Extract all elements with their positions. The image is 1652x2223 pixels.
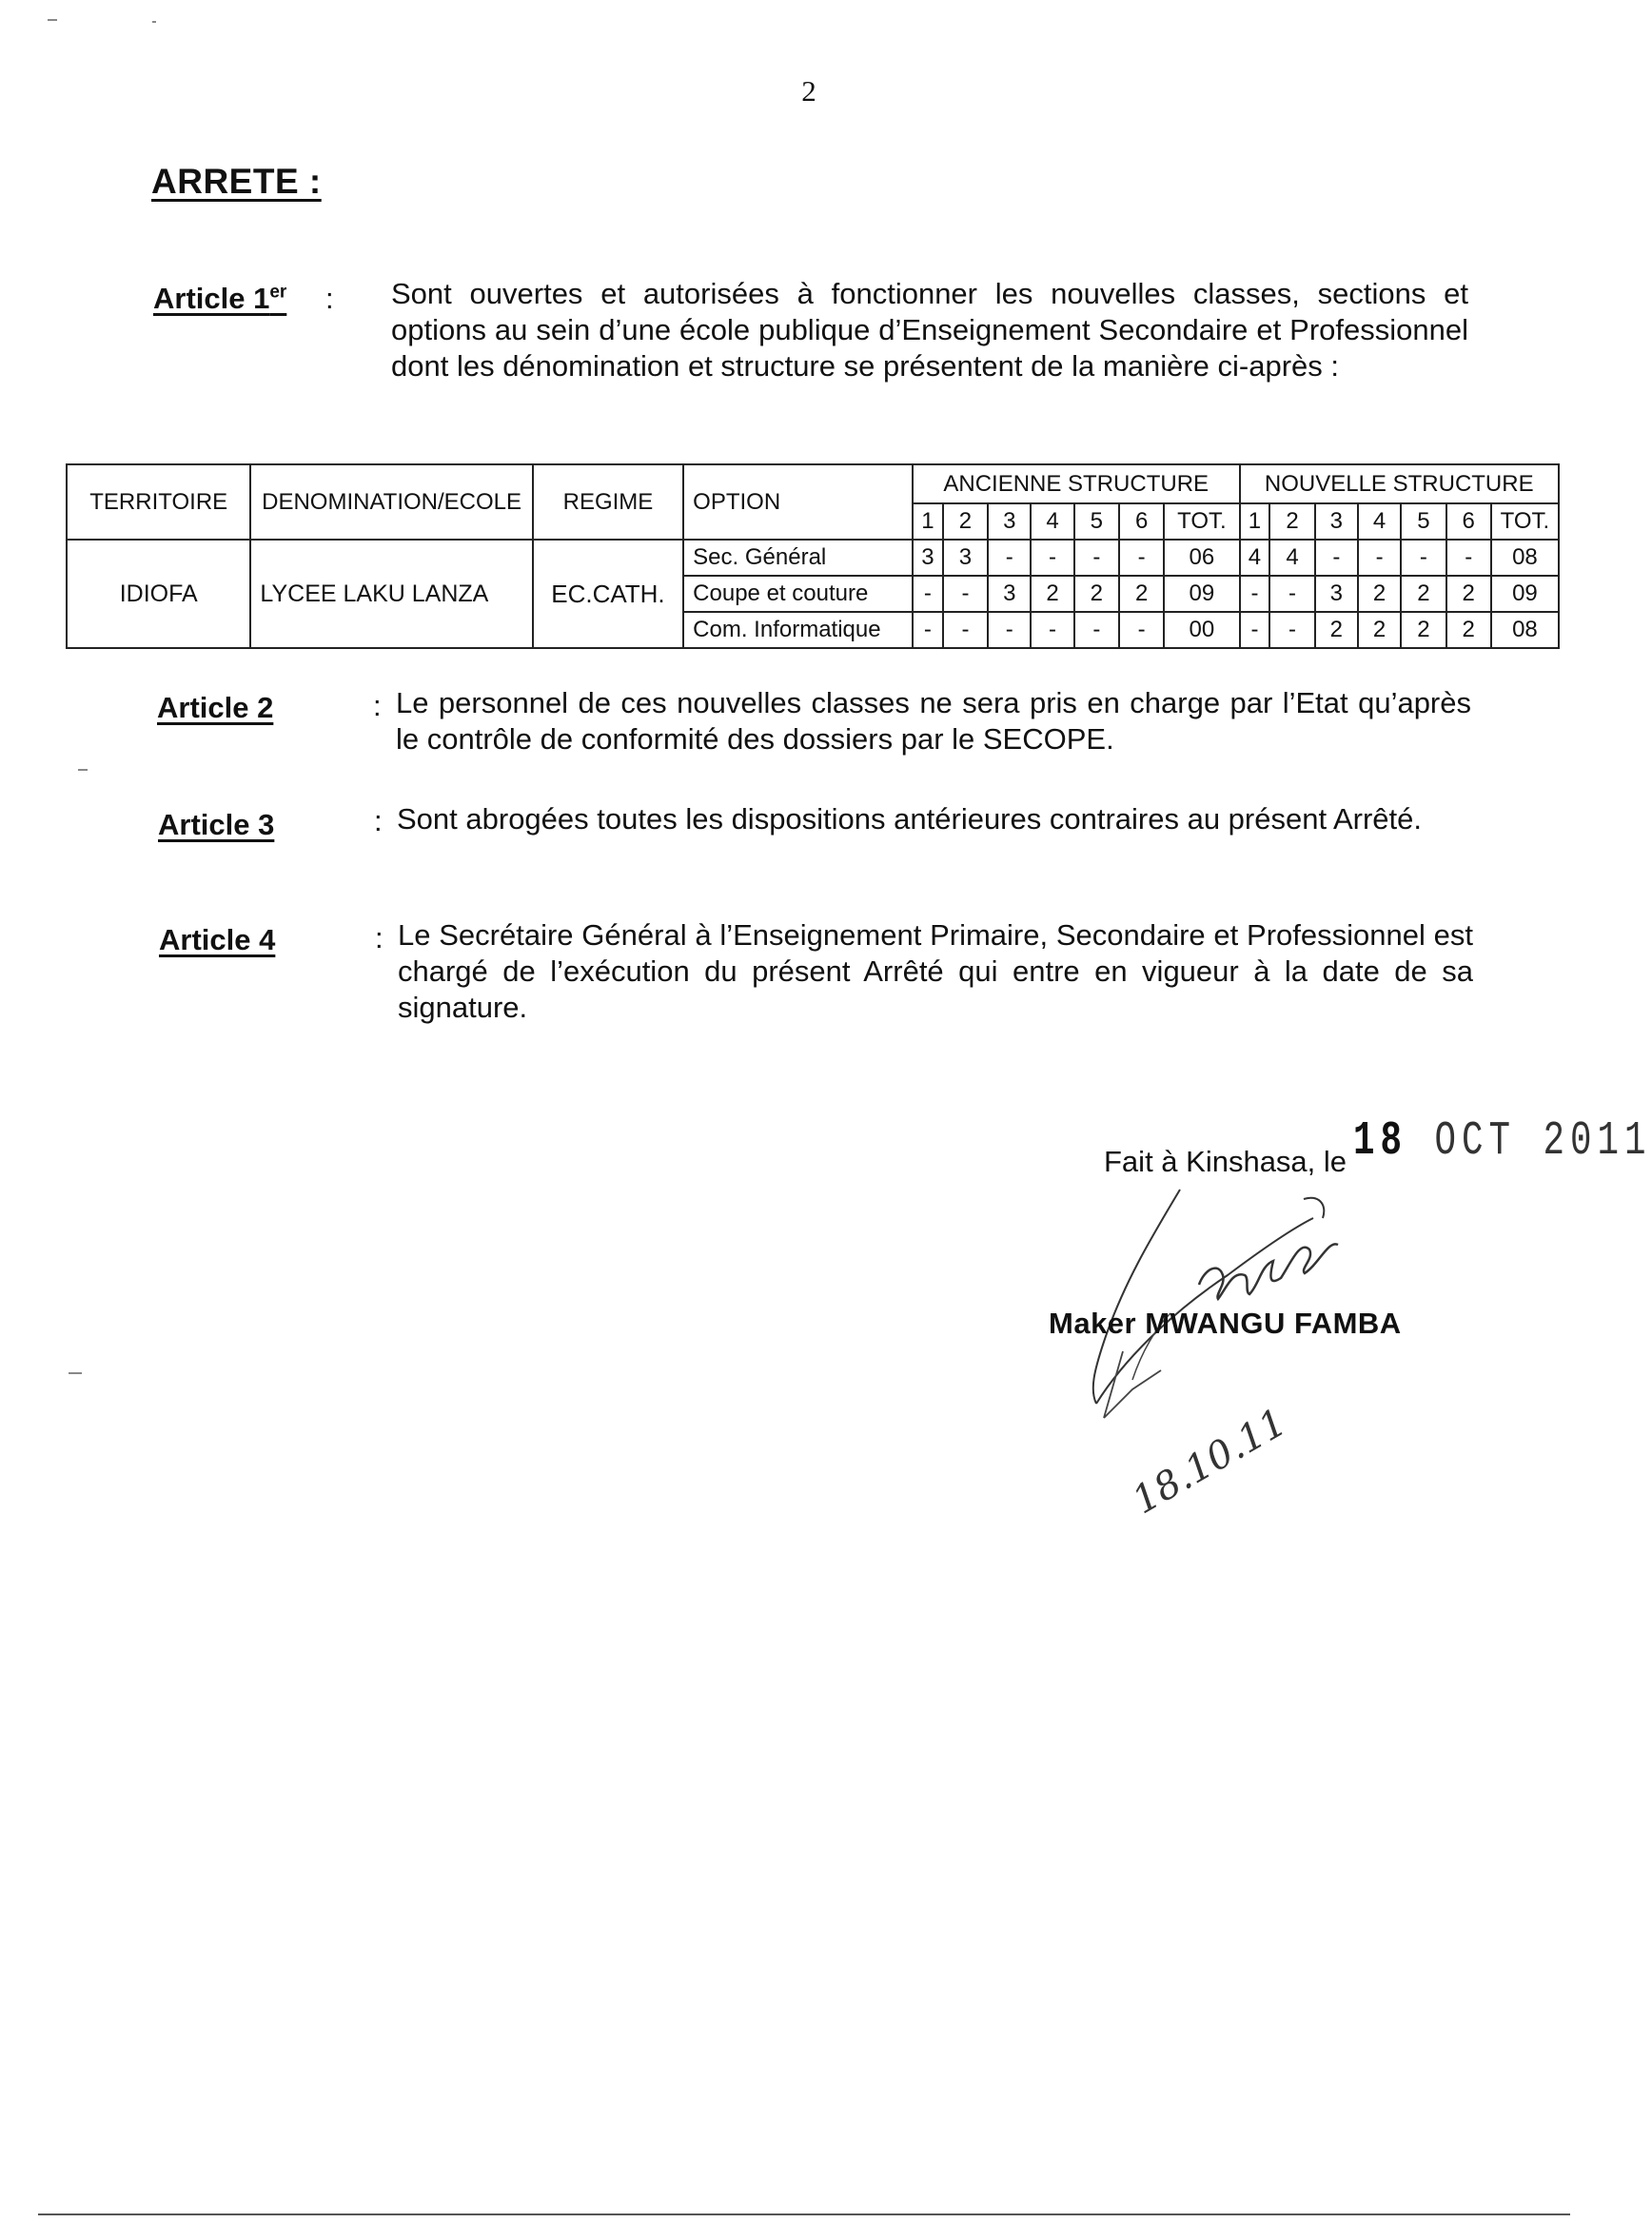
- cell-value: 3: [943, 540, 988, 576]
- article-2-colon: :: [373, 689, 382, 722]
- cell-total: 08: [1491, 612, 1559, 648]
- cell-denomination: LYCEE LAKU LANZA: [250, 540, 532, 648]
- article-4-colon: :: [375, 921, 384, 954]
- cell-value: -: [1401, 540, 1446, 576]
- cell-value: 3: [913, 540, 943, 576]
- header-regime: REGIME: [533, 464, 683, 540]
- cell-option: Com. Informatique: [683, 612, 913, 648]
- article-2-label: Article 2: [157, 691, 274, 724]
- table-row: [67, 540, 1559, 576]
- article-1-colon: :: [325, 282, 334, 315]
- subheader-ancienne-5: 5: [1074, 503, 1119, 540]
- subheader-nouvelle-2: 2: [1269, 503, 1314, 540]
- subheader-ancienne-4: 4: [1031, 503, 1073, 540]
- cell-territoire: IDIOFA: [67, 540, 250, 648]
- bottom-rule: [38, 2213, 1570, 2215]
- header-option: OPTION: [683, 464, 913, 540]
- cell-value: 4: [1240, 540, 1270, 576]
- subheader-nouvelle-5: 5: [1401, 503, 1446, 540]
- page-number: 2: [801, 74, 816, 108]
- cell-value: -: [1240, 612, 1270, 648]
- article-1-text: Sont ouvertes et autorisées à fonctionner les nouvelles classes, sections et options au sein d’une école publique d’Enseignement Secondaire et Professionnel dont les dénomination et structure se présentent de la manière ci-après :: [391, 277, 1468, 383]
- cell-total: 09: [1164, 576, 1239, 612]
- handwritten-date: 18.10.11: [1125, 1400, 1294, 1524]
- cell-value: -: [913, 612, 943, 648]
- subheader-ancienne-6: 6: [1119, 503, 1164, 540]
- signer-name: Maker MWANGU FAMBA: [1049, 1307, 1402, 1340]
- cell-value: -: [1446, 540, 1491, 576]
- article-3-text: Sont abrogées toutes les dispositions antérieures contraires au présent Arrêté.: [397, 802, 1423, 836]
- cell-total: 06: [1164, 540, 1239, 576]
- cell-value: -: [1269, 576, 1314, 612]
- cell-value: -: [913, 576, 943, 612]
- cell-value: 2: [1446, 576, 1491, 612]
- article-4-text: Le Secrétaire Général à l’Enseignement Primaire, Secondaire et Professionnel est chargé de l’exécution du présent Arrêté qui entre en vigueur à la date de sa signature.: [398, 918, 1473, 1024]
- cell-value: -: [1031, 612, 1073, 648]
- cell-value: 2: [1401, 576, 1446, 612]
- cell-value: -: [1074, 612, 1119, 648]
- header-nouvelle-structure: NOUVELLE STRUCTURE: [1240, 464, 1560, 503]
- header-denomination: DENOMINATION/ECOLE: [250, 464, 532, 540]
- cell-value: -: [1315, 540, 1358, 576]
- subheader-ancienne-1: 1: [913, 503, 943, 540]
- article-2-text: Le personnel de ces nouvelles classes ne sera pris en charge par l’Etat qu’après le contrôle de conformité des dossiers par le SECOPE.: [396, 686, 1471, 756]
- subheader-nouvelle-1: 1: [1240, 503, 1270, 540]
- cell-value: 2: [1401, 612, 1446, 648]
- cell-value: 2: [1358, 612, 1401, 648]
- cell-total: 09: [1491, 576, 1559, 612]
- cell-option: Coupe et couture: [683, 576, 913, 612]
- cell-value: -: [943, 576, 988, 612]
- cell-value: 2: [1446, 612, 1491, 648]
- cell-value: -: [1031, 540, 1073, 576]
- cell-value: -: [1119, 612, 1164, 648]
- signature-place: Fait à Kinshasa, le: [1104, 1145, 1347, 1178]
- cell-value: -: [1358, 540, 1401, 576]
- cell-total: 00: [1164, 612, 1239, 648]
- cell-value: -: [1119, 540, 1164, 576]
- cell-value: 2: [1358, 576, 1401, 612]
- cell-regime: EC.CATH.: [533, 540, 683, 648]
- structure-table: [66, 463, 1560, 649]
- cell-value: -: [988, 612, 1031, 648]
- subheader-ancienne-3: 3: [988, 503, 1031, 540]
- cell-value: 2: [1315, 612, 1358, 648]
- decree-heading: ARRETE :: [151, 162, 322, 201]
- subheader-ancienne-tot: TOT.: [1164, 503, 1239, 540]
- cell-value: 4: [1269, 540, 1314, 576]
- cell-value: -: [1074, 540, 1119, 576]
- cell-value: -: [988, 540, 1031, 576]
- table-header-row: [67, 464, 1559, 503]
- article-3-label: Article 3: [158, 808, 275, 841]
- cell-value: 2: [1031, 576, 1073, 612]
- subheader-nouvelle-6: 6: [1446, 503, 1491, 540]
- cell-value: 3: [988, 576, 1031, 612]
- cell-value: -: [943, 612, 988, 648]
- article-1-superscript: er: [269, 282, 287, 303]
- subheader-nouvelle-tot: TOT.: [1491, 503, 1559, 540]
- stamp-day: 18: [1353, 1114, 1408, 1169]
- subheader-nouvelle-3: 3: [1315, 503, 1358, 540]
- header-territoire: TERRITOIRE: [67, 464, 250, 540]
- cell-value: 3: [1315, 576, 1358, 612]
- cell-option: Sec. Général: [683, 540, 913, 576]
- cell-total: 08: [1491, 540, 1559, 576]
- article-3-colon: :: [374, 804, 383, 837]
- cell-value: 2: [1074, 576, 1119, 612]
- subheader-nouvelle-4: 4: [1358, 503, 1401, 540]
- cell-value: -: [1269, 612, 1314, 648]
- cell-value: -: [1240, 576, 1270, 612]
- subheader-ancienne-2: 2: [943, 503, 988, 540]
- cell-value: 2: [1119, 576, 1164, 612]
- article-1-label: Article 1er: [153, 282, 287, 315]
- article-4-label: Article 4: [159, 923, 276, 956]
- stamp-month-year: OCT 2011: [1434, 1114, 1652, 1169]
- header-ancienne-structure: ANCIENNE STRUCTURE: [913, 464, 1240, 503]
